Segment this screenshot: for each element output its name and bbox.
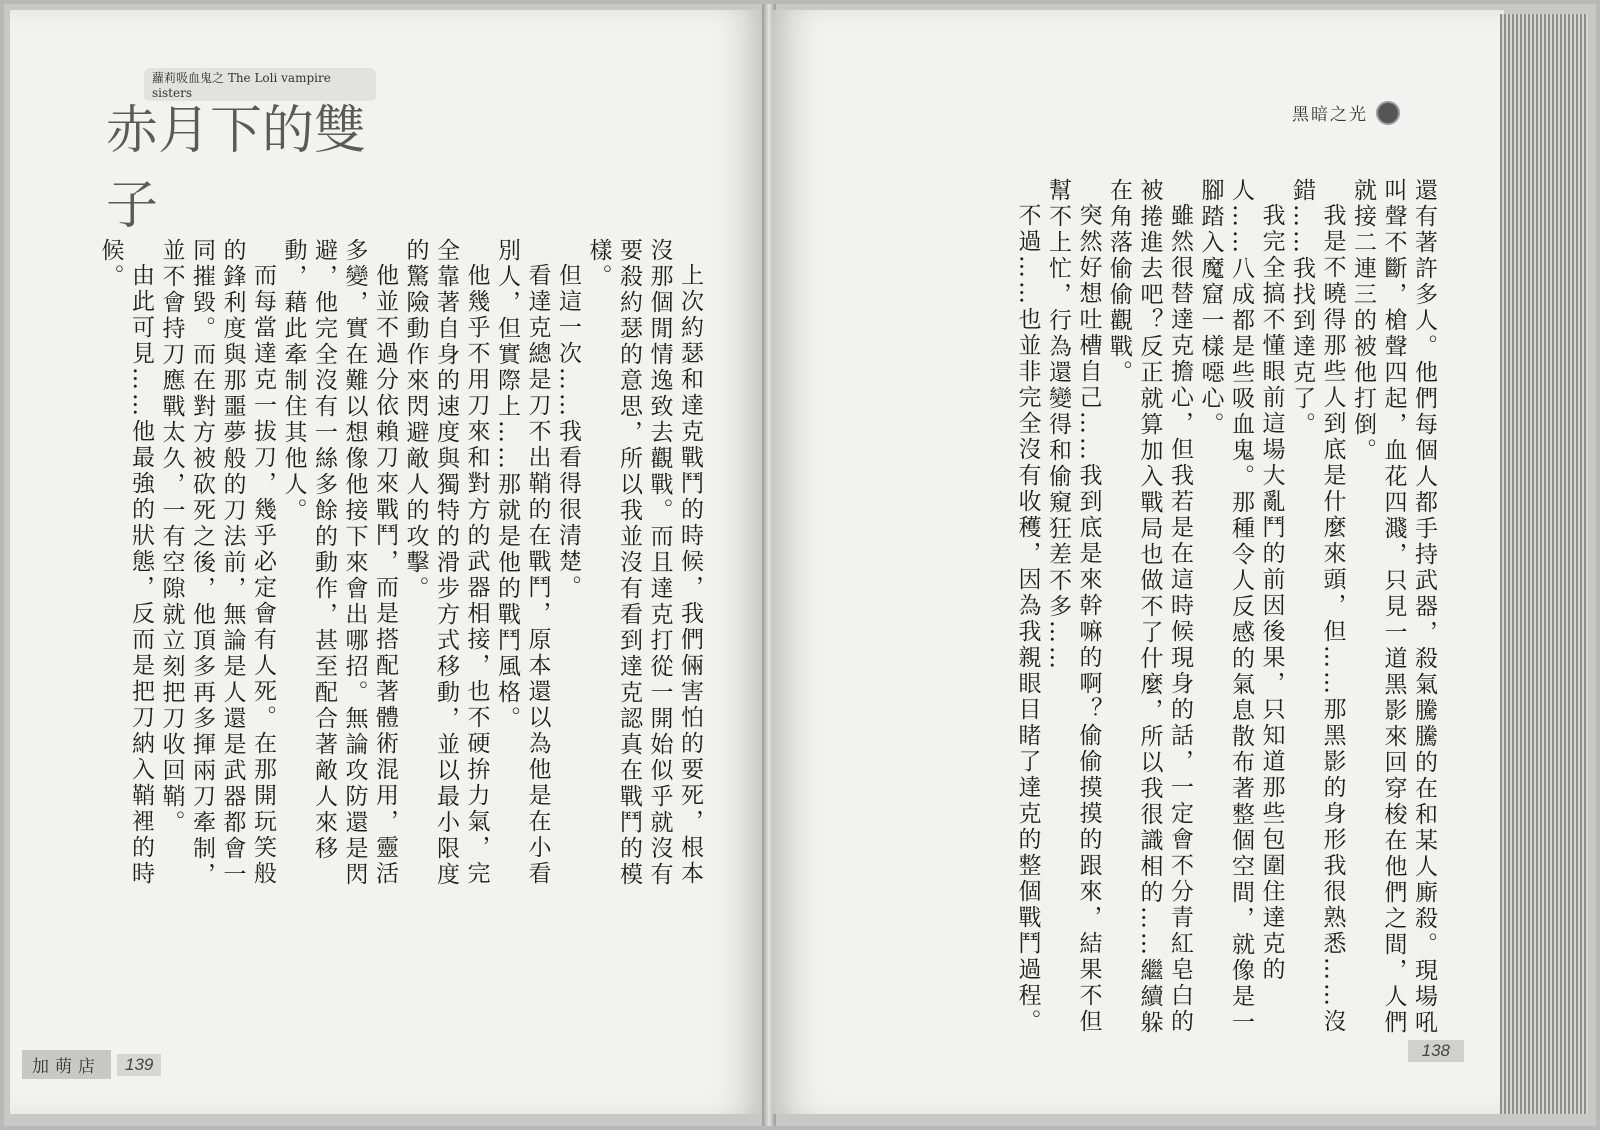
paragraph: 他並不過分依賴刀來戰鬥，而是搭配著體術混用，靈活多變，實在難以想像他接下來會出哪招。無論攻防還是閃避，他完全沒有一絲多餘的動作，甚至配合著敵人來移動，藉此牽制住其他人。 — [280, 238, 398, 888]
book-title-logo — [106, 52, 376, 236]
paragraph: 還有著許多人。他們每個人都手持武器，殺氣騰騰的在和某人廝殺。現場吼叫聲不斷，槍聲四起，血花四濺，只見一道黑影來回穿梭在他們之間，人們就接二連三的被他打倒。 — [1350, 178, 1437, 1036]
paragraph: 但這一次……我看得很清楚。 — [555, 263, 581, 602]
left-page-footer — [22, 1050, 161, 1079]
page-edges — [1500, 14, 1588, 1114]
paragraph: 雖然很替達克擔心，但我若是在這時候現身的話，一定會不分青紅皂白的被捲進去吧？反正就算加入戰局也做不了什麼，所以我很識相的……繼續躲在角落偷偷觀戰。 — [1106, 178, 1193, 1036]
left-page — [10, 10, 764, 1114]
open-book — [4, 4, 1596, 1126]
seal-icon — [1376, 101, 1400, 125]
right-page-body — [884, 178, 1439, 1048]
paragraph: 他幾乎不用刀來和對方的武器相接，也不硬拚力氣，完全靠著自身的速度與獨特的滑步方式移動，並以最小限度的驚險動作來閃避敵人的攻擊。 — [402, 238, 490, 888]
paragraph: 由此可見……他最強的狀態，反而是把刀納入鞘裡的時候。 — [97, 238, 154, 888]
left-page-body — [97, 238, 705, 898]
paragraph: 不過……也並非完全沒有收穫，因為我親眼目睹了達克的整個戰鬥過程。 — [1014, 203, 1041, 1036]
paragraph: 上次約瑟和達克戰鬥的時候，我們倆害怕的要死，根本沒那個閒情逸致去觀戰。而且達克打從一開始似乎就沒有要殺約瑟的意思，所以我並沒有看到達克認真在戰鬥的模樣。 — [585, 238, 703, 888]
page-number-left: 139 — [117, 1054, 161, 1076]
paragraph: 突然好想吐槽自己……我到底是來幹嘛的啊？偷偷摸摸的跟來，結果不但幫不上忙，行為還變得和偷窺狂差不多…… — [1045, 178, 1102, 1036]
paragraph: 而每當達克一拔刀，幾乎必定會有人死。在那開玩笑般的鋒利度與那噩夢般的刀法前，無論是人還是武器都會一同摧毀。而在對方被砍死之後，他頂多再多揮兩刀牽制，並不會持刀應戰太久，一有空隙就立刻把刀收回鞘。 — [158, 238, 276, 888]
paragraph: 看達克總是刀不出鞘的在戰鬥，原本還以為他是在小看別人，但實際上……那就是他的戰鬥風格。 — [494, 238, 551, 888]
book-subtitle: 蘿莉吸血鬼之 The Loli vampire sisters — [144, 68, 376, 101]
page-number-right: 138 — [1408, 1040, 1464, 1062]
chapter-title: 黑暗之光 — [1292, 105, 1368, 124]
book-title: 赤月下的雙子 — [106, 101, 367, 236]
paragraph: 我完全搞不懂眼前這場大亂鬥的前因後果，只知道那些包圍住達克的人……八成都是些吸血鬼。那種令人反感的氣息散布著整個空間，就像是一腳踏入魔窟一樣噁心。 — [1197, 178, 1285, 1036]
publisher-label: 加萌店 — [22, 1050, 111, 1079]
right-page — [772, 10, 1504, 1114]
paragraph: 我是不曉得那些人到底是什麼來頭，但……那黑影的身形我很熟悉……沒錯……我找到達克了。 — [1289, 178, 1346, 1036]
chapter-header — [1292, 100, 1400, 125]
